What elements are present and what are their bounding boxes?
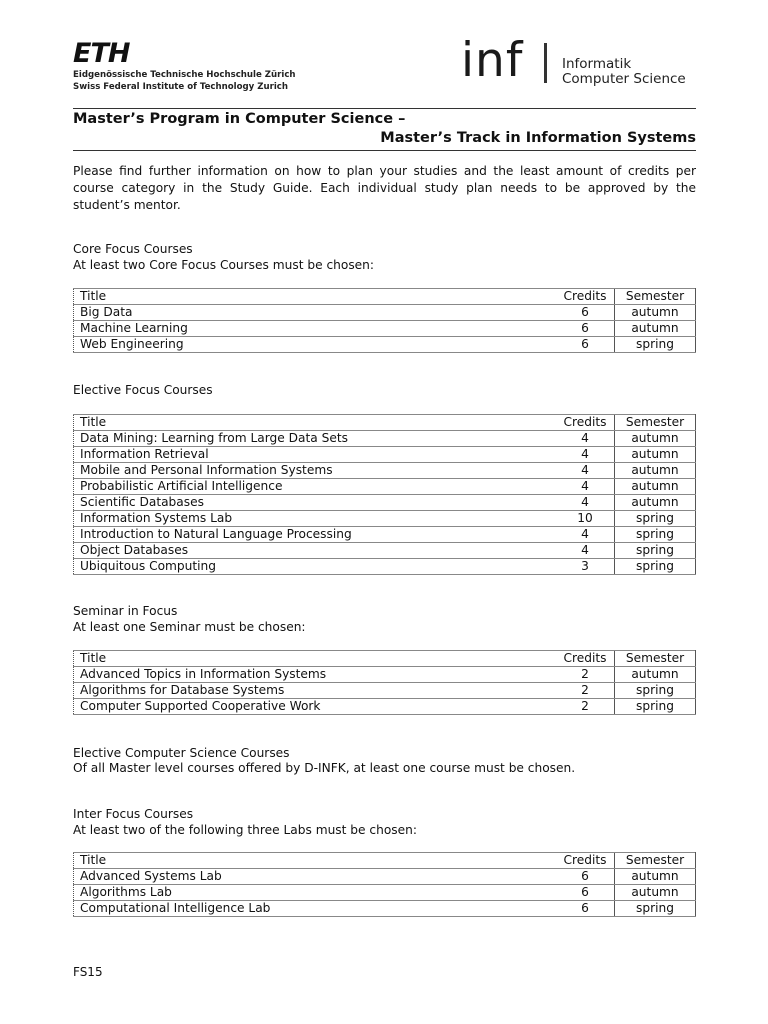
- core-courses-table: [73, 288, 696, 353]
- cell-credits: 6: [556, 337, 615, 353]
- seminar-courses-table: [73, 650, 696, 715]
- cell-credits: 4: [556, 447, 615, 463]
- table-row: [74, 683, 696, 699]
- section-heading-core: Core Focus Courses: [73, 242, 193, 256]
- cell-title: Computational Intelligence Lab: [74, 901, 557, 917]
- cell-title: Web Engineering: [74, 337, 557, 353]
- inter-focus-courses-table: [73, 852, 696, 917]
- section-heading-elective-focus: Elective Focus Courses: [73, 383, 213, 397]
- table-row: [74, 543, 696, 559]
- cell-credits: 2: [556, 683, 615, 699]
- section-heading-elective-cs: Elective Computer Science Courses: [73, 746, 290, 760]
- cell-credits: 10: [556, 511, 615, 527]
- footer-semester-code: FS15: [73, 965, 103, 979]
- header-cell-credits: Credits: [556, 651, 615, 667]
- header-cell-title: Title: [74, 415, 557, 431]
- cell-title: Scientific Databases: [74, 495, 557, 511]
- cell-semester: autumn: [615, 447, 696, 463]
- cell-credits: 6: [556, 305, 615, 321]
- table-row: [74, 431, 696, 447]
- cell-credits: 4: [556, 479, 615, 495]
- header-cell-semester: Semester: [615, 289, 696, 305]
- cell-semester: autumn: [615, 305, 696, 321]
- cell-semester: autumn: [615, 479, 696, 495]
- dept-name-german: Informatik: [562, 56, 632, 72]
- cell-semester: autumn: [615, 495, 696, 511]
- cell-semester: spring: [615, 527, 696, 543]
- table-row: [74, 447, 696, 463]
- cell-semester: spring: [615, 511, 696, 527]
- cell-credits: 2: [556, 699, 615, 715]
- table-row: [74, 321, 696, 337]
- table-row: [74, 559, 696, 575]
- table-row: [74, 869, 696, 885]
- title-rule: [73, 150, 696, 151]
- page-subtitle: Master’s Track in Information Systems: [380, 130, 696, 146]
- header-cell-title: Title: [74, 651, 557, 667]
- cell-credits: 6: [556, 885, 615, 901]
- header-cell-semester: Semester: [615, 651, 696, 667]
- cell-title: Computer Supported Cooperative Work: [74, 699, 557, 715]
- cell-credits: 4: [556, 495, 615, 511]
- table-header-row: [74, 415, 696, 431]
- table-row: [74, 479, 696, 495]
- cell-credits: 6: [556, 321, 615, 337]
- dept-name-english: Computer Science: [562, 71, 686, 87]
- header-cell-semester: Semester: [615, 415, 696, 431]
- table-row: [74, 527, 696, 543]
- cell-semester: autumn: [615, 431, 696, 447]
- cell-title: Object Databases: [74, 543, 557, 559]
- header-cell-semester: Semester: [615, 853, 696, 869]
- table-row: [74, 337, 696, 353]
- cell-credits: 6: [556, 901, 615, 917]
- table-row: [74, 495, 696, 511]
- cell-title: Introduction to Natural Language Processing: [74, 527, 557, 543]
- cell-semester: spring: [615, 559, 696, 575]
- cell-title: Big Data: [74, 305, 557, 321]
- cell-credits: 3: [556, 559, 615, 575]
- elective-focus-courses-table: [73, 414, 696, 575]
- section-note-elective-cs: Of all Master level courses offered by D-INFK, at least one course must be chosen.: [73, 761, 576, 775]
- table-row: [74, 511, 696, 527]
- cell-semester: spring: [615, 699, 696, 715]
- inf-logo-bar: [544, 43, 547, 83]
- cell-semester: spring: [615, 683, 696, 699]
- cell-title: Machine Learning: [74, 321, 557, 337]
- cell-semester: autumn: [615, 321, 696, 337]
- cell-title: Probabilistic Artificial Intelligence: [74, 479, 557, 495]
- header-rule: [73, 108, 696, 109]
- section-note-core: At least two Core Focus Courses must be chosen:: [73, 258, 375, 272]
- table-row: [74, 463, 696, 479]
- cell-credits: 4: [556, 431, 615, 447]
- intro-paragraph: Please find further information on how to plan your studies and the least amount of credits per course category in the Study Guide. Each individual study plan needs to be approved by the student’s mentor.: [73, 164, 696, 212]
- section-heading-inter-focus: Inter Focus Courses: [73, 807, 194, 821]
- cell-title: Advanced Systems Lab: [74, 869, 557, 885]
- cell-title: Mobile and Personal Information Systems: [74, 463, 557, 479]
- cell-title: Advanced Topics in Information Systems: [74, 667, 557, 683]
- cell-semester: autumn: [615, 667, 696, 683]
- cell-semester: spring: [615, 901, 696, 917]
- cell-semester: spring: [615, 337, 696, 353]
- header-cell-title: Title: [74, 289, 557, 305]
- section-note-inter-focus: At least two of the following three Labs must be chosen:: [73, 823, 417, 837]
- eth-name-english: Swiss Federal Institute of Technology Zurich: [73, 82, 288, 92]
- header-cell-title: Title: [74, 853, 557, 869]
- table-row: [74, 885, 696, 901]
- cell-credits: 6: [556, 869, 615, 885]
- table-header-row: [74, 289, 696, 305]
- section-note-seminar: At least one Seminar must be chosen:: [73, 620, 306, 634]
- cell-title: Algorithms Lab: [74, 885, 557, 901]
- table-header-row: [74, 651, 696, 667]
- table-row: [74, 901, 696, 917]
- cell-title: Algorithms for Database Systems: [74, 683, 557, 699]
- cell-title: Ubiquitous Computing: [74, 559, 557, 575]
- cell-credits: 4: [556, 543, 615, 559]
- eth-logo: ETH: [73, 38, 130, 69]
- inf-logo: inf: [461, 33, 524, 88]
- table-row: [74, 699, 696, 715]
- cell-semester: autumn: [615, 885, 696, 901]
- table-row: [74, 667, 696, 683]
- cell-semester: autumn: [615, 869, 696, 885]
- cell-title: Information Retrieval: [74, 447, 557, 463]
- section-heading-seminar: Seminar in Focus: [73, 604, 178, 618]
- cell-semester: spring: [615, 543, 696, 559]
- cell-credits: 2: [556, 667, 615, 683]
- header-cell-credits: Credits: [556, 415, 615, 431]
- cell-title: Information Systems Lab: [74, 511, 557, 527]
- cell-title: Data Mining: Learning from Large Data Sets: [74, 431, 557, 447]
- table-header-row: [74, 853, 696, 869]
- eth-name-german: Eidgenössische Technische Hochschule Zürich: [73, 70, 296, 80]
- header-cell-credits: Credits: [556, 853, 615, 869]
- page-title: Master’s Program in Computer Science –: [73, 111, 406, 127]
- cell-semester: autumn: [615, 463, 696, 479]
- cell-credits: 4: [556, 527, 615, 543]
- cell-credits: 4: [556, 463, 615, 479]
- table-row: [74, 305, 696, 321]
- header-cell-credits: Credits: [556, 289, 615, 305]
